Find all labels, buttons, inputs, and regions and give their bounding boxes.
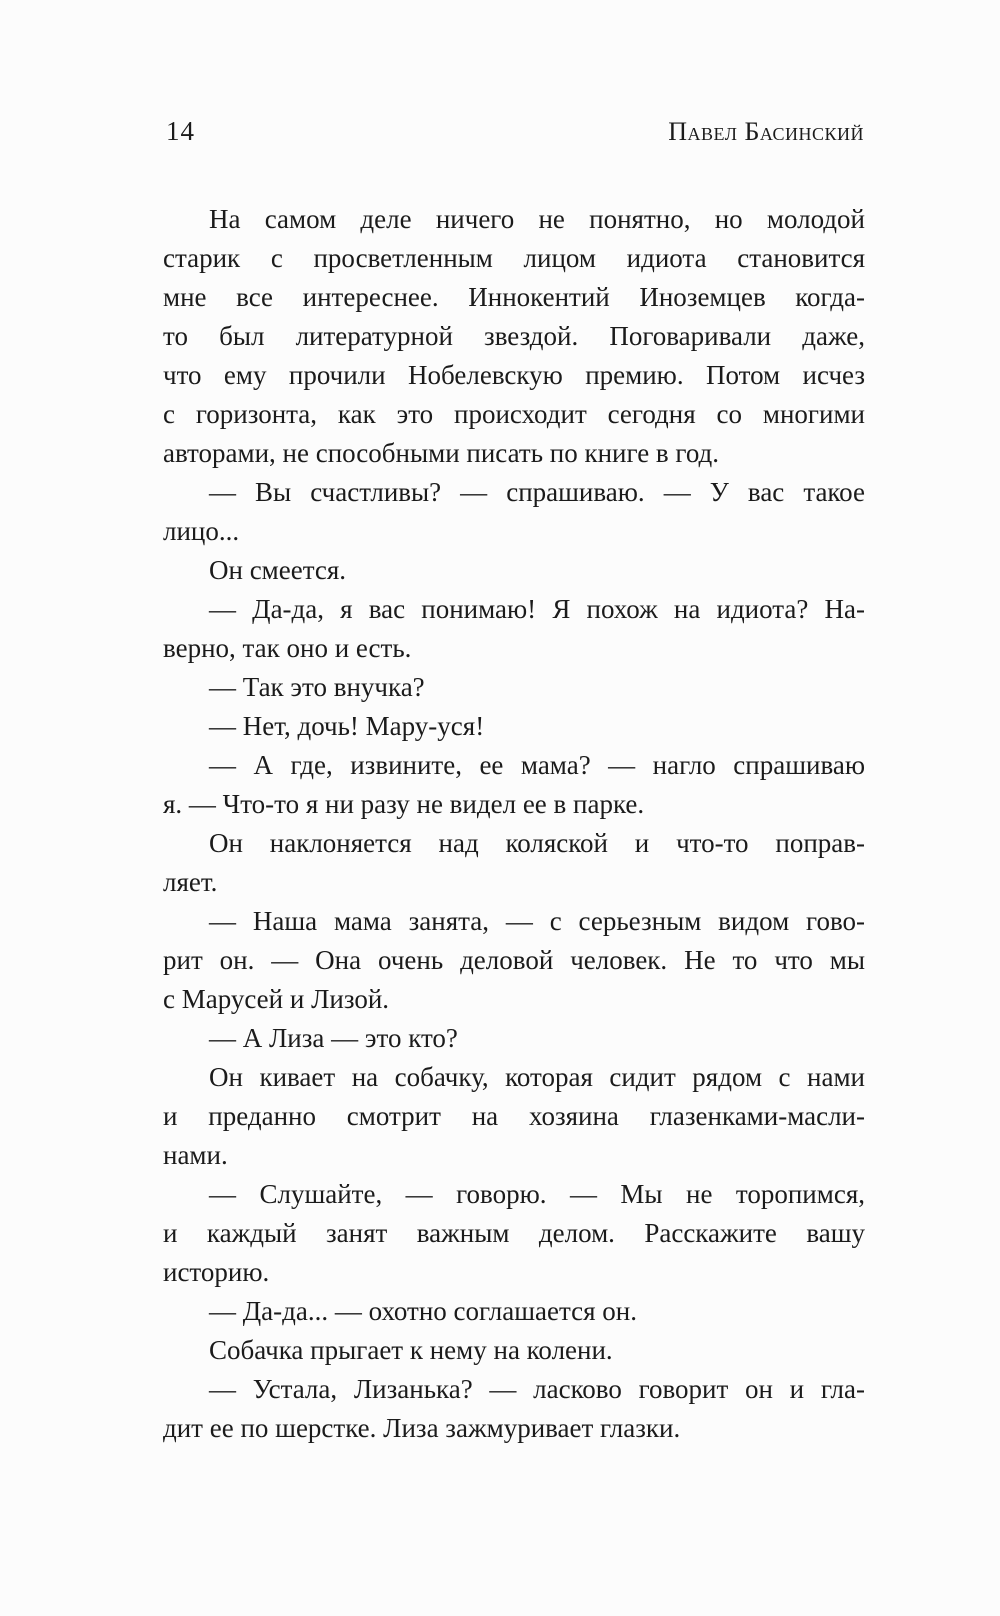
text-line: историю. <box>163 1257 270 1287</box>
text-block <box>163 200 865 1448</box>
paragraph <box>163 746 865 824</box>
text-line: рит он. — Она очень деловой человек. Не то что мы <box>163 945 865 975</box>
text-line: — Слушайте, — говорю. — Мы не торопимся, <box>209 1179 865 1209</box>
paragraph <box>163 902 865 1019</box>
paragraph <box>163 200 865 473</box>
running-header-author: Павел Басинский <box>668 117 864 146</box>
paragraph <box>163 1058 865 1175</box>
text-line: с горизонта, как это происходит сегодня со многими <box>163 399 865 429</box>
running-header <box>166 116 864 147</box>
text-line: и каждый занят важным делом. Расскажите вашу <box>163 1218 865 1248</box>
paragraph <box>163 707 865 746</box>
paragraph <box>163 1019 865 1058</box>
paragraph <box>163 668 865 707</box>
text-line: я. — Что-то я ни разу не видел ее в парке. <box>163 789 645 819</box>
text-line: дит ее по шерстке. Лиза зажмуривает глазки. <box>163 1413 681 1443</box>
text-line: Он наклоняется над коляской и что-то поправ- <box>209 828 865 858</box>
text-line: — Так это внучка? <box>209 672 425 702</box>
text-line: то был литературной звездой. Поговаривали даже, <box>163 321 865 351</box>
paragraph <box>163 1370 865 1448</box>
text-line: Он кивает на собачку, которая сидит рядом с нами <box>209 1062 865 1092</box>
text-line: старик с просветленным лицом идиота становится <box>163 243 865 273</box>
text-line: нами. <box>163 1140 228 1170</box>
text-line: что ему прочили Нобелевскую премию. Потом исчез <box>163 360 865 390</box>
paragraph <box>163 1175 865 1292</box>
text-line: Он смеется. <box>209 555 347 585</box>
paragraph <box>163 473 865 551</box>
text-line: ляет. <box>163 867 218 897</box>
paragraph <box>163 590 865 668</box>
paragraph <box>163 551 865 590</box>
paragraph <box>163 1331 865 1370</box>
text-line: — А Лиза — это кто? <box>209 1023 458 1053</box>
text-line: авторами, не способными писать по книге в год. <box>163 438 720 468</box>
text-line: и преданно смотрит на хозяина глазенками-масли- <box>163 1101 865 1131</box>
text-line: Собачка прыгает к нему на колени. <box>209 1335 613 1365</box>
text-line: лицо... <box>163 516 240 546</box>
text-line: мне все интереснее. Иннокентий Иноземцев когда- <box>163 282 865 312</box>
text-line: с Марусей и Лизой. <box>163 984 390 1014</box>
text-line: — Да-да... — охотно соглашается он. <box>209 1296 637 1326</box>
paragraph <box>163 1292 865 1331</box>
text-line: — Наша мама занята, — с серьезным видом гово- <box>209 906 865 936</box>
paragraph <box>163 824 865 902</box>
text-line: верно, так оно и есть. <box>163 633 412 663</box>
page-number: 14 <box>166 116 195 146</box>
text-line: На самом деле ничего не понятно, но молодой <box>209 204 865 234</box>
text-line: — Нет, дочь! Мару-уся! <box>209 711 485 741</box>
text-line: — А где, извините, ее мама? — нагло спрашиваю <box>209 750 865 780</box>
text-line: — Устала, Лизанька? — ласково говорит он и гла- <box>209 1374 865 1404</box>
text-line: — Вы счастливы? — спрашиваю. — У вас такое <box>209 477 865 507</box>
text-line: — Да-да, я вас понимаю! Я похож на идиота? На- <box>209 594 865 624</box>
